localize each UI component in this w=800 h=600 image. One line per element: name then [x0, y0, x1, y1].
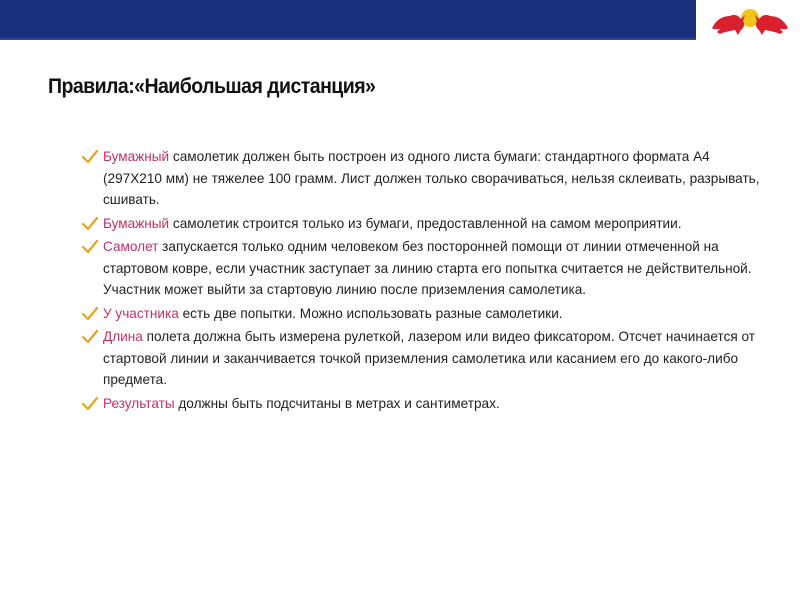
checkmark-icon	[82, 307, 98, 321]
rule-item	[80, 303, 760, 325]
checkmark-icon	[82, 217, 98, 231]
header-bar	[0, 0, 696, 38]
checkmark-icon	[82, 330, 98, 344]
rule-text: есть две попытки. Можно использовать разные самолетики.	[178, 305, 563, 321]
checkmark-icon	[82, 240, 98, 254]
rule-text: самолетик должен быть построен из одного листа бумаги: стандартного формата А4 (297Х210 мм) не тяжелее 100 грамм. Лист должен только сворачиваться, нельзя склеивать, разрывать, сшивать.	[103, 149, 760, 207]
header-bar-stripe	[0, 38, 696, 40]
rule-item	[80, 326, 760, 391]
rule-keyword: Бумажный	[103, 149, 170, 164]
rule-keyword: Бумажный	[103, 215, 170, 231]
rule-keyword: У участника	[103, 305, 179, 321]
rule-text: запускается только одним человеком без посторонней помощи от линии отмеченной на стартовом ковре, если участник заступает за линию старта его попытка считается не действительной. Участник может выйти за стартовую линию после приземления самолетика.	[103, 239, 752, 297]
rule-item	[80, 146, 760, 211]
rules-list	[80, 146, 760, 416]
rule-keyword: Длина	[103, 329, 143, 344]
rule-item	[80, 213, 760, 235]
rule-text: должны быть подсчитаны в метрах и сантиметрах.	[174, 395, 500, 411]
rule-item	[80, 236, 760, 301]
checkmark-icon	[82, 397, 98, 411]
red-bull-logo-icon	[708, 2, 792, 38]
rule-item	[80, 393, 760, 415]
checkmark-icon	[82, 150, 98, 164]
rule-keyword: Самолет	[103, 239, 159, 254]
rule-text: полета должна быть измерена рулеткой, лазером или видео фиксатором. Отсчет начинается от стартовой линии и заканчивается точкой приземления самолетика или касанием его до какого-либо предмета.	[103, 329, 755, 387]
rule-text: самолетик строится только из бумаги, предоставленной на самом мероприятии.	[169, 215, 682, 231]
rule-keyword: Результаты	[103, 395, 175, 411]
slide-title: Правила:«Наибольшая дистанция»	[48, 75, 376, 98]
